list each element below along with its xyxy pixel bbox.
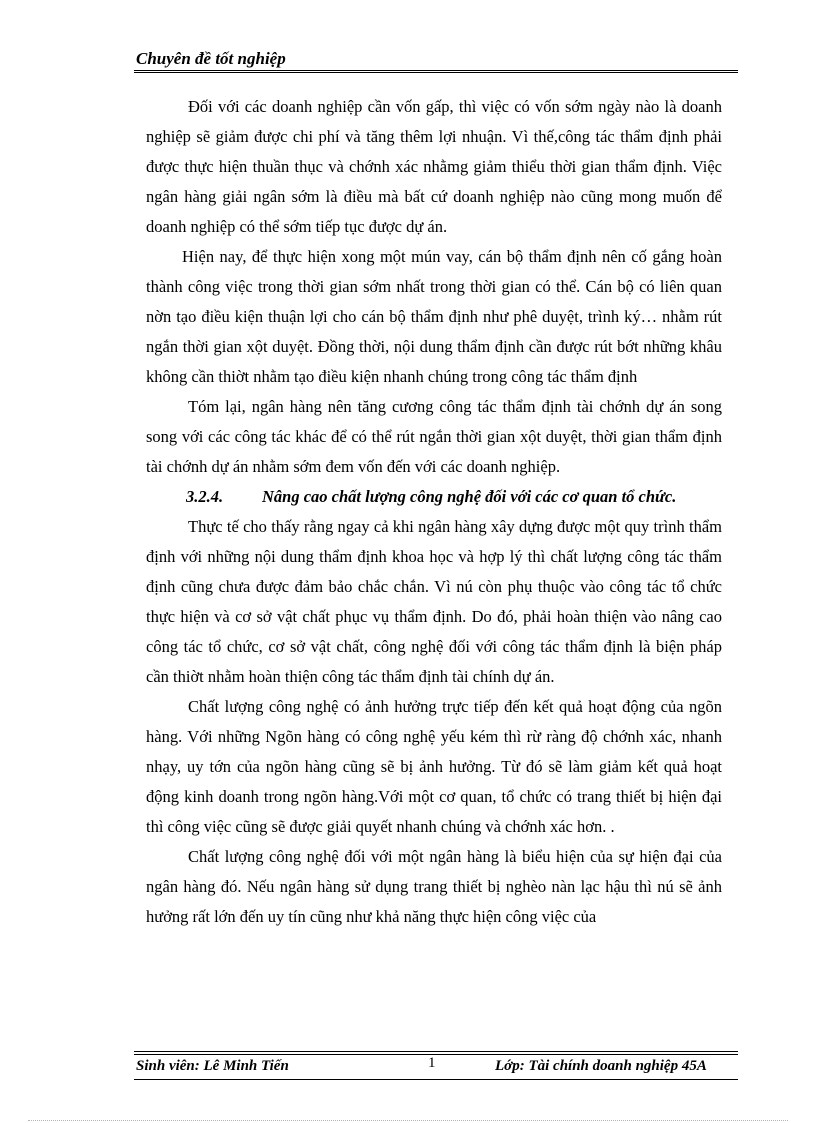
section-heading (146, 482, 722, 512)
page-edge (28, 1120, 788, 1121)
footer-rule-bottom (134, 1079, 738, 1080)
page-header-title: Chuyên đề tốt nghiệp (136, 49, 286, 68)
paragraph: Tóm lại, ngân hàng nên tăng cương công tác thẩm định tài chớnh dự án song song với các công tác khác để có thể rút ngắn thời gian xột duyệt, thời gian thẩm định tài chớnh dự án nhằm sớm đem vốn đến với các doanh nghiệp. (146, 397, 722, 476)
header-rule-2 (134, 72, 738, 73)
footer-page-number: 1 (428, 1055, 436, 1071)
paragraph: Chất lượng công nghệ đối với một ngân hàng là biểu hiện của sự hiện đại của ngân hàng đó. Nếu ngân hàng sử dụng trang thiết bị nghèo nàn lạc hậu thì nú sẽ ảnh hưởng rất lớn đến uy tín cũng như khả năng thực hiện công việc của (146, 847, 722, 926)
paragraph: Hiện nay, để thực hiện xong một mún vay, cán bộ thẩm định nên cố gắng hoàn thành công việc trong thời gian sớm nhất trong thời gian có thể. Cán bộ có liên quan nờn tạo điều kiện thuận lợi cho cán bộ thẩm định như phê duyệt, trình ký… nhằm rút ngắn thời gian xột duyệt. Đồng thời, nội dung thẩm định cần được rút bớt những khâu không cần thiờt nhằm tạo điều kiện nhanh chúng trong công tác thẩm định (146, 247, 722, 386)
document-body (146, 92, 722, 932)
footer-class: Lớp: Tài chính doanh nghiệp 45A (495, 1058, 707, 1074)
footer-student: Sinh viên: Lê Minh Tiến (136, 1058, 289, 1074)
paragraph: Chất lượng công nghệ có ảnh hưởng trực tiếp đến kết quả hoạt động của ngõn hàng. Với những Ngõn hàng có công nghệ yếu kém thì rừ ràng độ chớnh xác, nhanh nhạy, uy tớn của ngõn hàng cũng sẽ bị ảnh hưởng. Từ đó sẽ làm giảm kết quả hoạt động kinh doanh trong ngõn hàng.Với một cơ quan, tổ chức có trang thiết bị hiện đại thì công việc cũng sẽ được giải quyết nhanh chúng và chớnh xác hơn. . (146, 697, 722, 836)
footer-rule (134, 1051, 738, 1052)
header-rule (134, 70, 738, 71)
footer-rule-2 (134, 1054, 738, 1055)
section-title: Nâng cao chất lượng công nghệ đối với các cơ quan tổ chức. (262, 487, 677, 506)
paragraph: Thực tế cho thấy rằng ngay cả khi ngân hàng xây dựng được một quy trình thẩm định với những nội dung thẩm định khoa học và hợp lý thì chất lượng công tác thẩm định cũng chưa được đảm bảo chắc chắn. Vì nú còn phụ thuộc vào công tác tổ chức thực hiện và cơ sở vật chất phục vụ thẩm định. Do đó, phải hoàn thiện vào nâng cao công tác tổ chức, cơ sở vật chất, công nghệ đối với công tác thẩm định là biện pháp cần thiờt nhằm hoàn thiện công tác thẩm định tài chính dự án. (146, 517, 722, 686)
paragraph: Đối với các doanh nghiệp cần vốn gấp, thì việc có vốn sớm ngày nào là doanh nghiệp sẽ giảm được chi phí và tăng thêm lợi nhuận. Vì thế,công tác thẩm định phải được thực hiện thuần thục và chớnh xác nhằmg giảm thiểu thời gian thẩm định. Việc ngân hàng giải ngân sớm là điều mà bất cứ doanh nghiệp nào cũng mong muốn để doanh nghiệp có thể sớm tiếp tục được dự án. (146, 97, 722, 236)
section-number: 3.2.4. (186, 487, 224, 506)
